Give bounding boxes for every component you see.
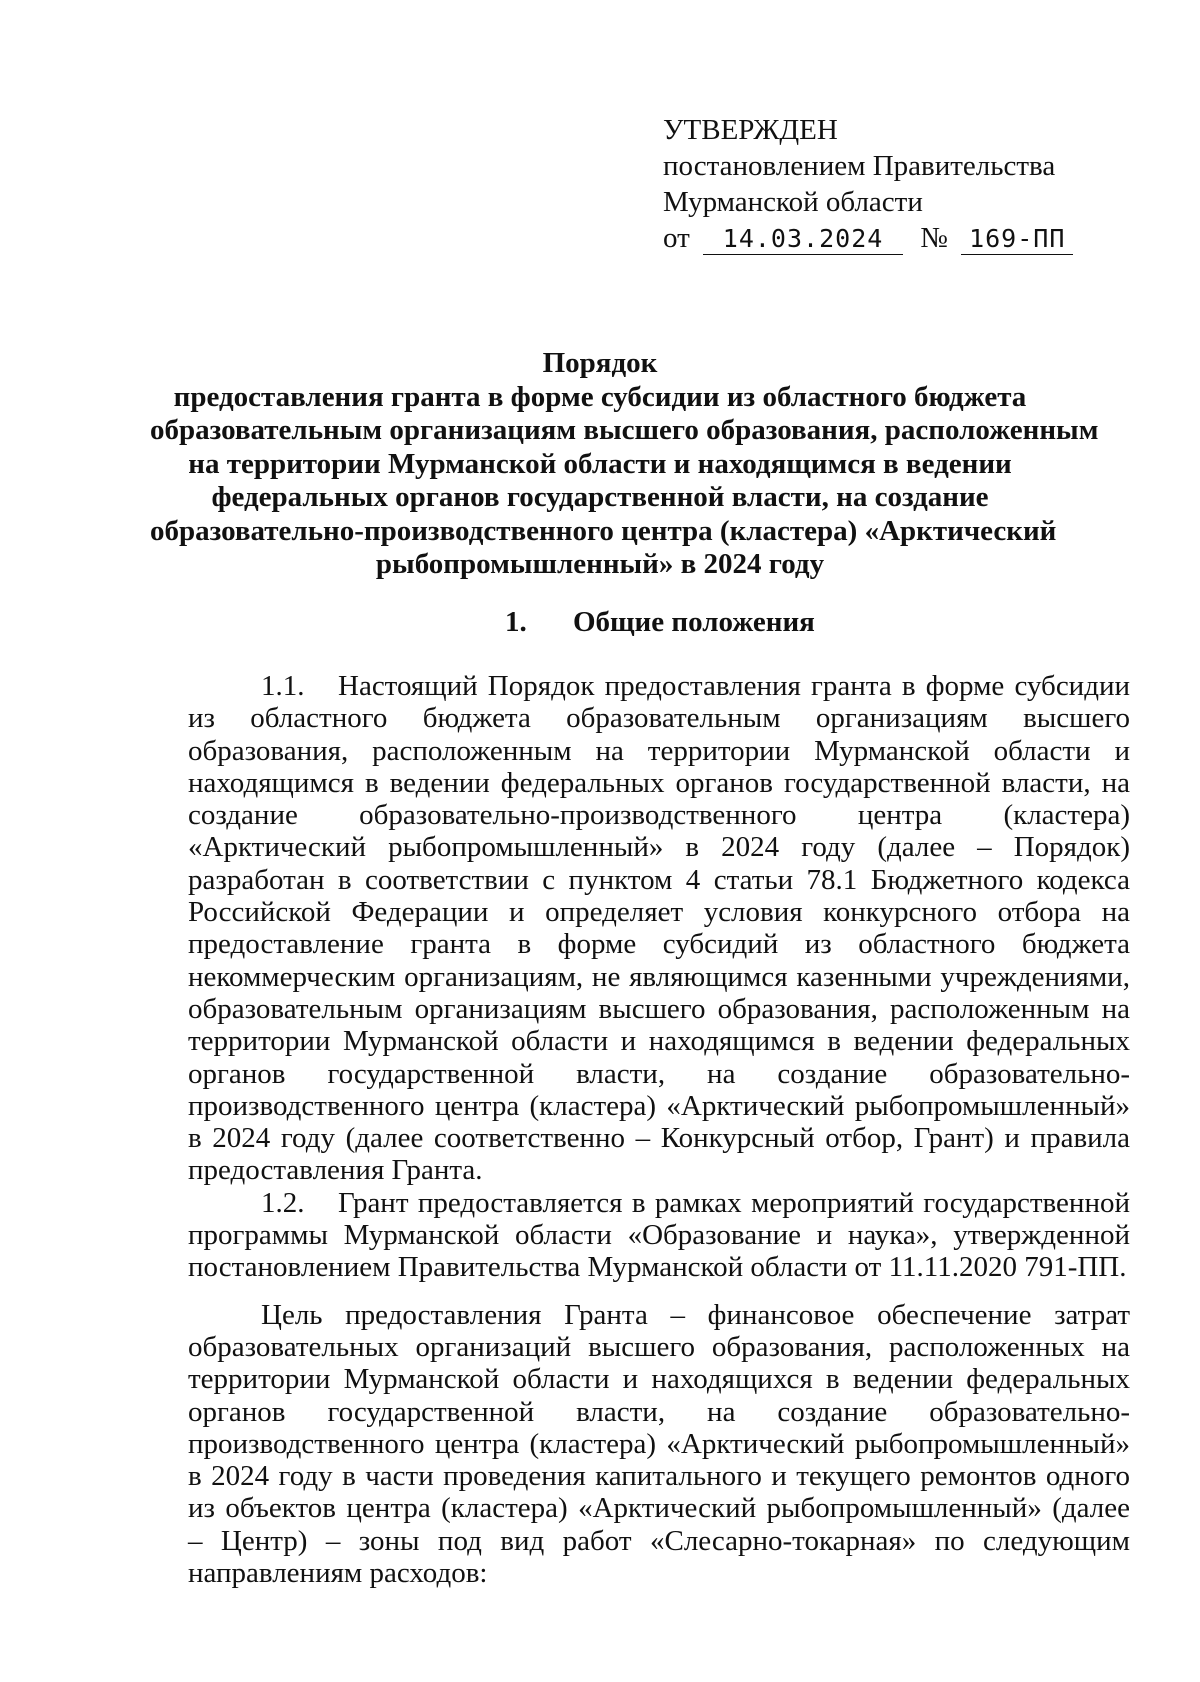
title-line-1: Порядок: [542, 347, 658, 379]
title-line-2: предоставления гранта в форме субсидии из областного бюджета: [173, 380, 1027, 413]
title-line-6: образовательно-производственного центра (кластера) «Арктический: [150, 514, 1057, 547]
section-title: Общие положения: [573, 606, 815, 638]
title-line-4: на территории Мурманской области и находящимся в ведении: [188, 447, 1012, 480]
paragraph-1-1: [188, 670, 1130, 1187]
approval-number-label: №: [920, 222, 948, 254]
section-number: 1.: [505, 606, 527, 638]
approval-from-label: от: [663, 222, 690, 254]
paragraph-goal: [188, 1299, 1130, 1590]
paragraph-text: Грант предоставляется в рамках мероприятий государственной программы Мурманской области «Образование и наука», утвержденной постановлением Правительства Мурманской области от 11.11.2020 791-ПП.: [188, 1186, 1130, 1284]
title-line-3: образовательным организациям высшего образования, расположенным: [150, 414, 1099, 446]
title-line-7: рыбопромышленный» в 2024 году: [375, 548, 825, 580]
approval-number: 169-ПП: [961, 224, 1073, 255]
paragraph-number: 1.1.: [261, 670, 305, 702]
paragraph-text: Настоящий Порядок предоставления гранта в форме субсидии из областного бюджета образовательным организациям высшего образования, расположенным на территории Мурманской области и находящимся в ведении федеральных органов государственной власти, на создание образовательно-производственного центра (кластера) «Арктический рыбопромышленный» в 2024 году (далее – Порядок) разработан в соответствии с пунктом 4 статьи 78.1 Бюджетного кодекса Российской Федерации и определяет условия конкурсного отбора на предоставление гранта в форме субсидий из областного бюджета некоммерческим организациям, не являющимся казенными учреждениями, образовательным организациям высшего образования, расположенным на территории Мурманской области и находящимся в ведении федеральных органов государственной власти, на создание образовательно-производственного центра (кластера) «Арктический рыбопромышленный» в 2024 году (далее соответственно – Конкурсный отбор, Грант) и правила предоставления Гранта.: [188, 670, 1130, 1187]
paragraph-1-2: [188, 1187, 1130, 1284]
approval-stamp: [663, 112, 1143, 256]
approval-heading: УТВЕРЖДЕН: [663, 114, 838, 146]
approval-date: 14.03.2024: [703, 224, 903, 255]
title-line-5: федеральных органов государственной власти, на создание: [211, 481, 989, 513]
paragraph-text: Цель предоставления Гранта – финансовое обеспечение затрат образовательных организаций высшего образования, расположенных на территории Мурманской области и находящихся в ведении федеральных органов государственной власти, на создание образовательно-производственного центра (кластера) «Арктический рыбопромышленный» в 2024 году в части проведения капитального и текущего ремонтов одного из объектов центра (кластера) «Арктический рыбопромышленный» (далее – Центр) – зоны под вид работ «Слесарно-токарная» по следующим направлениям расходов:: [188, 1298, 1130, 1590]
document-body: [188, 670, 1130, 1589]
approval-line-2: Мурманской области: [663, 186, 923, 218]
document-title: [150, 347, 1099, 582]
section-heading: [505, 604, 815, 640]
approval-line-1: постановлением Правительства: [663, 150, 1056, 182]
approval-date-line: [663, 220, 1143, 256]
paragraph-number: 1.2.: [261, 1186, 305, 1219]
